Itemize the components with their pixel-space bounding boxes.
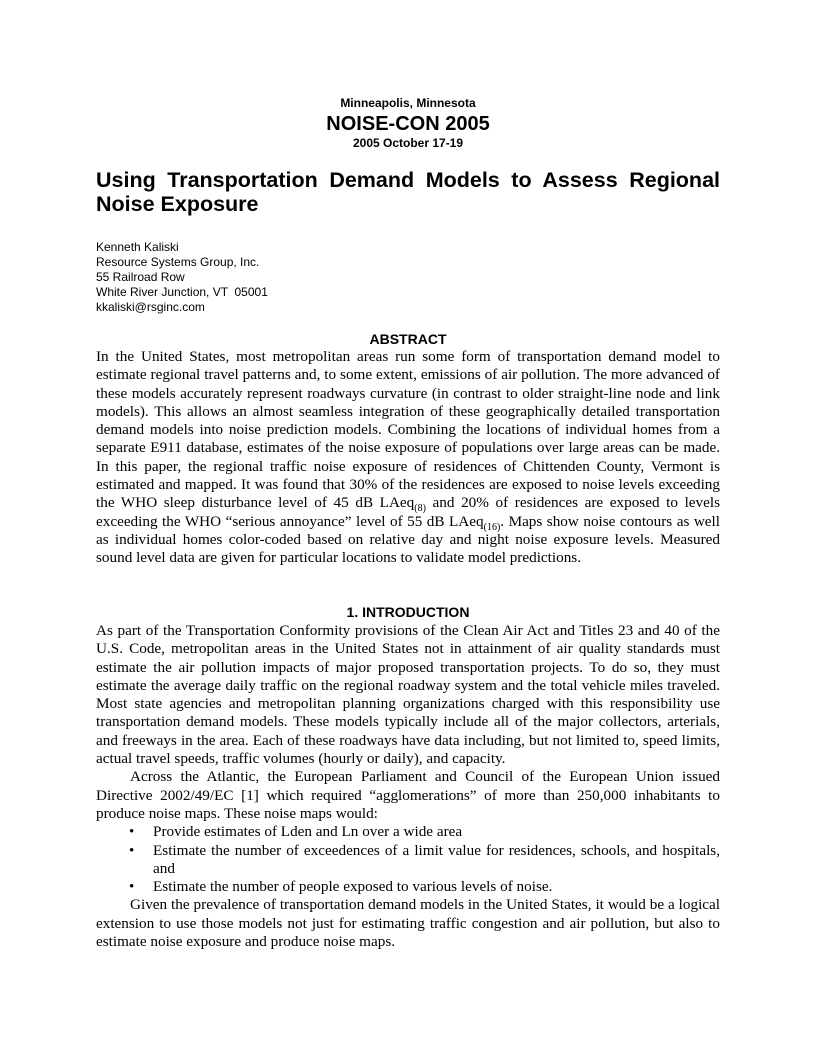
abstract-text-part-2: and 20% of residences are exposed to levels exceeding the WHO “serious annoyance” level of 55 dB LAeq — [96, 494, 720, 530]
abstract-subscript-8: (8) — [414, 503, 426, 515]
conference-dates: 2005 October 17-19 — [352, 136, 464, 150]
author-address-line-2: White River Junction, VT 05001 — [96, 285, 268, 299]
introduction-body — [96, 622, 720, 951]
bullet-icon: • — [129, 841, 135, 859]
abstract-subscript-16: (16) — [483, 521, 501, 533]
abstract-paragraph — [96, 348, 720, 568]
author-organization: Resource Systems Group, Inc. — [96, 255, 260, 269]
noise-map-requirements-list — [96, 823, 720, 896]
author-block — [96, 240, 268, 315]
list-item — [129, 878, 720, 896]
bullet-icon: • — [129, 878, 135, 896]
list-item — [129, 841, 720, 879]
abstract-heading: ABSTRACT — [369, 331, 447, 347]
list-item-text: Estimate the number of exceedences of a limit value for residences, schools, and hospitals, and — [153, 841, 720, 877]
introduction-heading: 1. INTRODUCTION — [346, 604, 470, 620]
bullet-icon: • — [129, 823, 135, 841]
abstract-body — [96, 348, 720, 568]
introduction-paragraph-2: Across the Atlantic, the European Parliament and Council of the European Union issued Directive 2002/49/EC [1] which required “agglomerations” of more than 250,000 inhabitants to produce noise maps. These noise maps would: — [96, 768, 720, 822]
list-item — [129, 823, 720, 841]
introduction-paragraph-1: As part of the Transportation Conformity provisions of the Clean Air Act and Titles 23 and 40 of the U.S. Code, metropolitan areas in the United States not in attainment of air quality standards must estimate the air pollution impacts of major proposed transportation projects. To do so, they must estimate the average daily traffic on the regional roadway system and the total vehicle miles traveled. Most state agencies and metropolitan planning organizations charged with this responsibility use transportation demand models. These models typically include all of the major collectors, arterials, and freeways in the area. Each of these roadways have data including, but not limited to, speed limits, actual travel speeds, traffic volumes (hourly or daily), and capacity. — [96, 622, 720, 768]
abstract-text-part-1: In the United States, most metropolitan areas run some form of transportation demand model to estimate regional travel patterns and, to some extent, emissions of air pollution. The more advanced of these models accurately represent roadways curvature (in contrast to older straight-line node and link models). This allows an almost seamless integration of these geographically detailed transportation demand models into noise prediction models. Combining the locations of individual homes from a separate E911 database, estimates of the noise exposure of populations over large areas can be made. In this paper, the regional traffic noise exposure of residences of Chittenden County, Vermont is estimated and mapped. It was found that 30% of the residences are exposed to noise levels exceeding the WHO sleep disturbance level of 45 dB LAeq — [96, 348, 720, 512]
author-email: kkaliski@rsginc.com — [96, 300, 205, 314]
conference-name: NOISE-CON 2005 — [326, 113, 490, 135]
paper-title: Using Transportation Demand Models to Assess Regional Noise Exposure — [96, 168, 720, 216]
conference-location: Minneapolis, Minnesota — [340, 96, 476, 110]
list-item-text: Provide estimates of Lden and Ln over a wide area — [153, 823, 463, 841]
author-address-line-1: 55 Railroad Row — [96, 270, 185, 284]
author-name: Kenneth Kaliski — [96, 240, 179, 254]
introduction-paragraph-3: Given the prevalence of transportation demand models in the United States, it would be a logical extension to use those models not just for estimating traffic congestion and air pollution, but also to estimate noise exposure and produce noise maps. — [96, 896, 720, 951]
abstract-text-part-3: . Maps show noise contours as well as individual homes color-coded based on relative day and night noise exposure levels. Measured sound level data are given for particular locations to validate model predictions. — [96, 512, 720, 567]
list-item-text: Estimate the number of people exposed to various levels of noise. — [153, 878, 553, 896]
